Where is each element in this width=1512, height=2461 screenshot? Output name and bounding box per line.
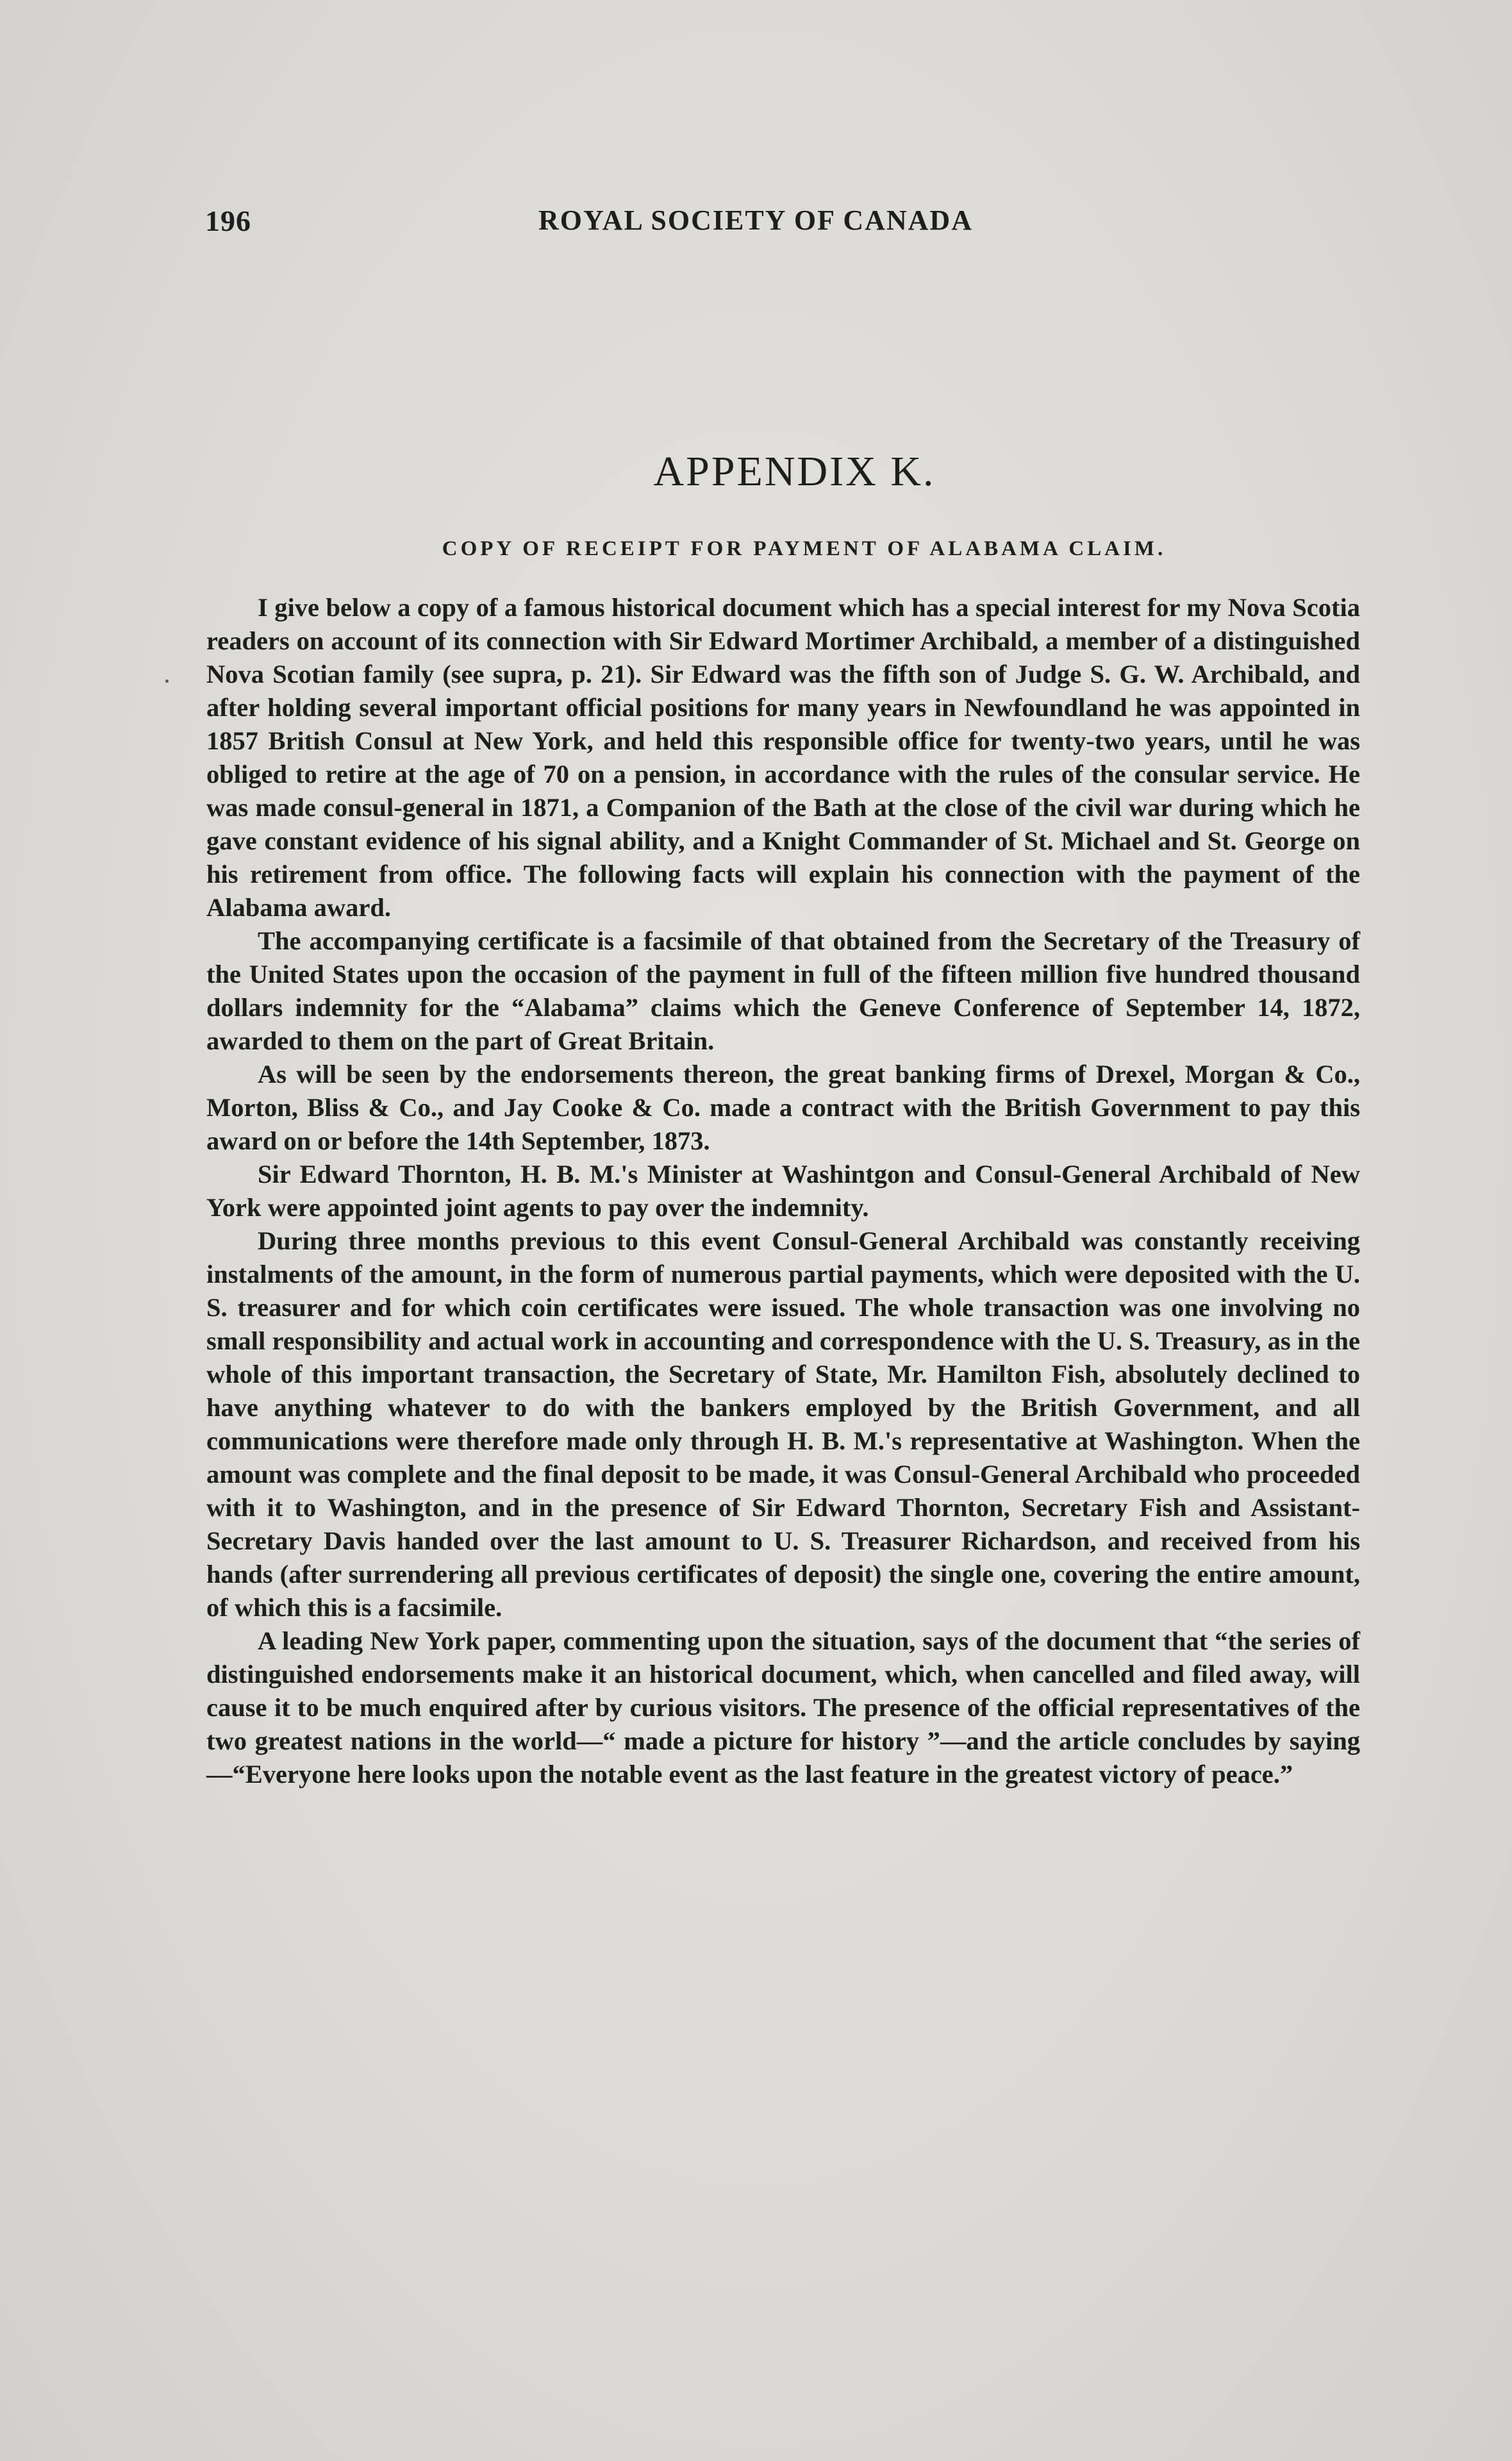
section-subtitle: COPY OF RECEIPT FOR PAYMENT OF ALABAMA CLAIM. [442,537,1167,560]
paragraph: During three months previous to this event Consul-General Archibald was constantly receiving instalments of the amount, in the form of numerous partial payments, which were deposited with the U. S. treasurer and for which coin certificates were issued. The whole transaction was one involving no small responsibility and actual work in accounting and correspondence with the U. S. Treasury, as in the whole of this important transaction, the Secretary of State, Mr. Hamilton Fish, absolutely declined to have anything whatever to do with the bankers employed by the British Government, and all communications were therefore made only through H. B. M.'s representative at Washington. When the amount was complete and the final deposit to be made, it was Consul-General Archibald who proceeded with it to Washington, and in the presence of Sir Edward Thornton, Secretary Fish and Assistant-Secretary Davis handed over the last amount to U. S. Treasurer Richardson, and received from his hands (after surrendering all previous certificates of deposit) the single one, covering the entire amount, of which this is a facsimile. [206,1226,1360,1622]
paragraph: The accompanying certificate is a facsimile of that obtained from the Secretary of the Treasury of the United States upon the occasion of the payment in full of the fifteen million five hundred thousand dollars indemnity for the “Alabama” claims which the Geneve Conference of September 14, 1872, awarded to them on the part of Great Britain. [206,926,1360,1055]
paragraph: I give below a copy of a famous historical document which has a special interest for my Nova Scotia readers on account of its connection with Sir Edward Mortimer Archibald, a member of a distinguished Nova Scotian family (see supra, p. 21). Sir Edward was the fifth son of Judge S. G. W. Archibald, and after holding several important official positions for many years in Newfoundland he was appointed in 1857 British Consul at New York, and held this responsible office for twenty-two years, until he was obliged to retire at the age of 70 on a pension, in accordance with the rules of the consular service. He was made consul-general in 1871, a Companion of the Bath at the close of the civil war during which he gave constant evidence of his signal ability, and a Knight Commander of St. Michael and St. George on his retirement from office. The following facts will explain his connection with the payment of the Alabama award. [206,593,1360,922]
scan-speck [165,680,169,683]
page-number: 196 [205,204,251,237]
running-title: ROYAL SOCIETY OF CANADA [538,204,973,236]
paragraph: A leading New York paper, commenting upon the situation, says of the document that “the series of distinguished endorsements make it an historical document, which, when cancelled and filed away, will cause it to be much enquired after by curious visitors. The presence of the official representatives of the two greatest nations in the world—“ made a picture for history ”—and the article concludes by saying—“Everyone here looks upon the notable event as the last feature in the greatest victory of peace.” [206,1626,1360,1789]
appendix-title: APPENDIX K. [653,448,936,495]
body-text [206,591,1360,1791]
running-header [205,204,1364,242]
paragraph: As will be seen by the endorsements thereon, the great banking firms of Drexel, Morgan & Co., Morton, Bliss & Co., and Jay Cooke & Co. made a contract with the British Government to pay this award on or before the 14th September, 1873. [206,1060,1360,1155]
paragraph: Sir Edward Thornton, H. B. M.'s Minister at Washintgon and Consul-General Archibald of New York were appointed joint agents to pay over the indemnity. [206,1160,1360,1222]
